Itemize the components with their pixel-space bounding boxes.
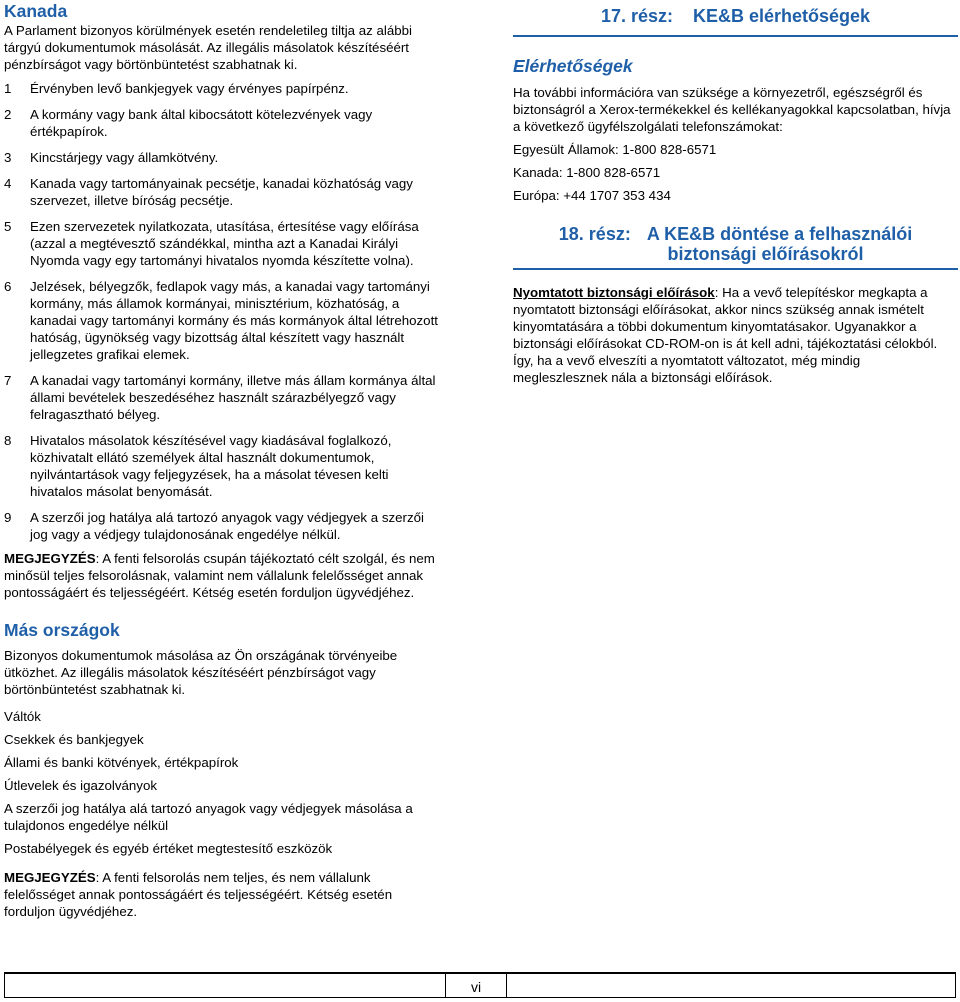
phone-us: Egyesült Államok: 1-800 828-6571 <box>513 142 717 157</box>
list-item: 3 Kincstárjegy vagy államkötvény. <box>4 150 219 165</box>
note-1 <box>4 550 444 601</box>
other-countries-heading: Más országok <box>4 620 120 640</box>
note-1-text: : A fenti felsorolás csupán tájékoztató célt szolgál, és nem minősül teljes felsorolásnak, valamint nem vállalunk felelősséget annak pontosságáért és teljességéért. Kétség esetén forduljon ügyvédjéhez. <box>4 551 435 600</box>
section-17-title: KE&B elérhetőségek <box>692 6 871 26</box>
list-item: 8 Hivatalos másolatok készítésével vagy kiadásával foglalkozó, közhivatalt ellátó személyek által használt dokumentumok, nyilvántartások vagy feljegyzések, ha a másolat tévesen kelti hivatalos másolat benyomását. <box>4 433 392 499</box>
right-column <box>513 6 958 386</box>
printed-safety-paragraph <box>513 284 958 386</box>
list-item: 6 Jelzések, bélyegzők, fedlapok vagy más, a kanadai vagy tartományi kormány, más államok kormányai, minisztérium, közhatóság, a kanadai vagy tartományi kormány és más kormányok által létrehozott hatóság, ügynökség vagy bizottság által készített vagy használt jellegzetes grafikai elemek. <box>4 279 438 362</box>
section-17-rule <box>513 35 958 37</box>
list-item: Postabélyegek és egyéb értéket megtestesítő eszközök <box>4 841 333 856</box>
section-17-number: 17. rész: <box>600 6 673 26</box>
list-item: 9 A szerzői jog hatálya alá tartozó anyagok vagy védjegyek a szerzői jog vagy a védjegy tulajdonosának engedélye nélkül. <box>4 510 424 542</box>
canada-heading: Kanada <box>4 1 68 21</box>
note-2 <box>4 869 444 920</box>
note-2-text: : A fenti felsorolás nem teljes, és nem vállalunk felelősséget annak pontosságáért és teljességéért. Kétség esetén forduljon ügyvédjéhez. <box>4 870 393 919</box>
left-column <box>4 0 444 920</box>
list-item: 7 A kanadai vagy tartományi kormány, illetve más állam kormánya által állami bevételek beszedéséhez használt szárazbélyegző vagy felragasztható bélyeg. <box>4 373 436 422</box>
list-item: Állami és banki kötvények, értékpapírok <box>4 755 239 770</box>
list-item: 1 Érvényben levő bankjegyek vagy érvényes papírpénz. <box>4 81 349 96</box>
list-item: Csekkek és bankjegyek <box>4 732 144 747</box>
list-item: Váltók <box>4 709 41 724</box>
printed-safety-label: Nyomtatott biztonsági előírások <box>513 285 715 300</box>
other-list <box>4 708 444 857</box>
page-footer <box>4 972 956 998</box>
contacts-heading: Elérhetőségek <box>513 56 633 76</box>
list-item: Útlevelek és igazolványok <box>4 778 157 793</box>
other-intro: Bizonyos dokumentumok másolása az Ön országának törvényeibe ütközhet. Az illegális másolatok készítéséért pénzbírságot vagy börtönbüntetést szabhatnak ki. <box>4 648 398 697</box>
canada-intro: A Parlament bizonyos körülmények esetén rendeletileg tiltja az alábbi tárgyú dokumentumok másolását. Az illegális másolatok készítéséért pénzbírságot vagy börtönbüntetést szabhatnak ki. <box>4 23 413 72</box>
section-18-number: 18. rész: <box>558 224 631 244</box>
section-17-heading <box>513 6 958 27</box>
note-2-label: MEGJEGYZÉS <box>4 870 96 885</box>
note-1-label: MEGJEGYZÉS <box>4 551 96 566</box>
page-number: vi <box>445 974 507 997</box>
section-18-rule <box>513 268 958 270</box>
phone-canada: Kanada: 1-800 828-6571 <box>513 165 661 180</box>
section-18-heading <box>513 224 958 264</box>
contacts-intro: Ha további információra van szüksége a környezetről, egészségről és biztonságról a Xerox-termékekkel és kellékanyagokkal kapcsolatban, hívja a következő ügyfélszolgálati telefonszámokat: <box>513 85 951 134</box>
list-item: 4 Kanada vagy tartományainak pecsétje, kanadai közhatóság vagy szervezet, illetve bíróság pecsétje. <box>4 176 413 208</box>
canada-list <box>4 80 444 543</box>
section-18-title-line1: A KE&B döntése a felhasználói <box>646 224 913 244</box>
printed-safety-text: : Ha a vevő telepítéskor megkapta a nyomtatott biztonsági előírásokat, akkor nincs szükség annak ismételt kinyomtatására a többi dokumentum kinyomtatásakor. Ugyanakkor a biztonsági előírásokat CD-ROM-on is át kell adni, tájékoztatási célokból. Így, ha a vevő elveszíti a nyomtatott változatot, még mindig megleszlesznek nála a biztonsági előírások. <box>513 285 938 385</box>
list-item: 2 A kormány vagy bank által kibocsátott kötelezvények vagy értékpapírok. <box>4 107 373 139</box>
phone-europe: Európa: +44 1707 353 434 <box>513 188 671 203</box>
list-item: A szerzői jog hatálya alá tartozó anyagok vagy védjegyek másolása a tulajdonos engedélye nélkül <box>4 801 413 833</box>
section-18-title-line2: biztonsági előírásokról <box>667 244 864 264</box>
list-item: 5 Ezen szervezetek nyilatkozata, utasítása, értesítése vagy előírása (azzal a megtévesztő szándékkal, mintha azt a Kanadai Királyi Nyomda vagy egy tartományi hivatalos nyomda készítette volna). <box>4 219 419 268</box>
